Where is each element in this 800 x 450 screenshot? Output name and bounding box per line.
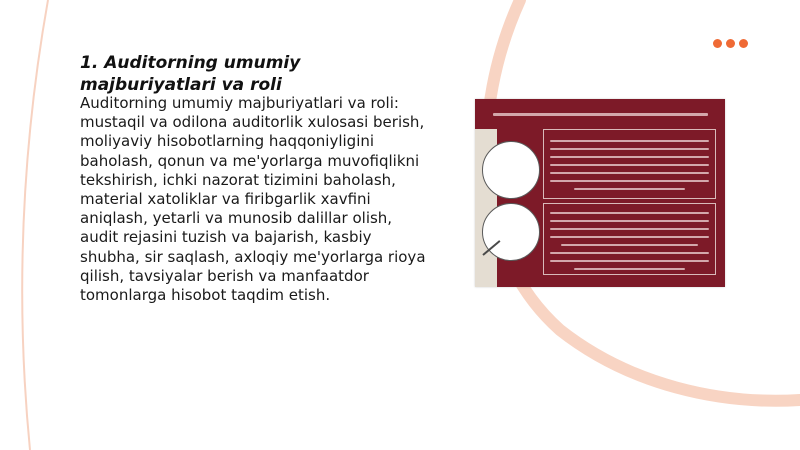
- dot-icon: [739, 39, 748, 48]
- dot-icon: [726, 39, 735, 48]
- dot-icon: [713, 39, 722, 48]
- slide-body-text: Auditorning umumiy majburiyatlari va roli: mustaqil va odilona auditorlik xulosasi berish, moliyaviy hisobotlarning haqqoniyligini baholash, qonun va me'yorlarga muvofiqlikni tekshirish, ichki nazorat tizimini baholash, material xatoliklar va firibgarlik xavfini aniqlash, yetarli va munosib dalillar olish, audit rejasini tuzish va bajarish, kasbiy shubha, sir saqlash, axloqiy me'yorlarga rioya qilish, tavsiyalar berish va manfaatdor tomonlarga hisobot taqdim etish.: [80, 94, 426, 305]
- image-circle-top: [482, 141, 540, 199]
- dots-decoration: [713, 39, 748, 48]
- slide-image: [475, 99, 725, 287]
- left-arc: [22, 0, 48, 450]
- image-text-panel-bottom: [543, 203, 716, 275]
- slide-title: 1. Auditorning umumiy majburiyatlari va roli: [80, 53, 301, 95]
- image-header-bar: [475, 99, 725, 129]
- image-circle-bottom: [482, 203, 540, 261]
- image-text-panel-top: [543, 129, 716, 199]
